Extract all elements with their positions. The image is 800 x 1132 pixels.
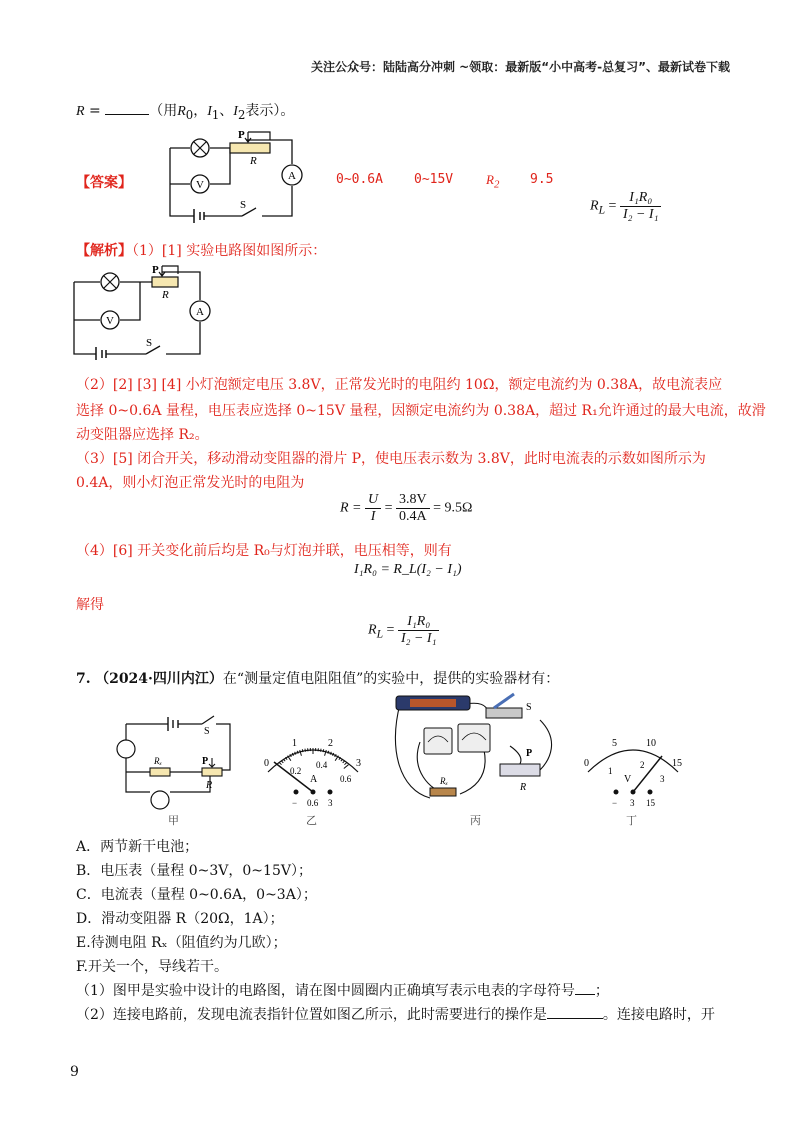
voltmeter-icon <box>101 311 119 329</box>
answer-r-sub: 2 <box>493 178 500 191</box>
rx-resistor-icon <box>150 768 170 776</box>
answer-formula <box>590 190 661 223</box>
prev-question-line <box>76 100 294 122</box>
answer-blank <box>105 114 149 115</box>
hint-r0-sub: 0 <box>185 107 194 122</box>
lamp-icon <box>101 273 119 291</box>
hint-sep: 、 <box>219 103 234 119</box>
q7-sub2-text: （2）连接电路前，发现电流表指针位置如图乙所示，此时需要进行的操作是 <box>76 1007 547 1023</box>
volt-term-neg: − <box>612 798 618 808</box>
amm-term-06: 0.6 <box>307 798 319 808</box>
amm-low-2: 0.6 <box>340 774 352 784</box>
eq5-eq: = <box>386 622 395 638</box>
dial-tick <box>344 763 346 765</box>
figure-jia-circuit <box>110 712 240 812</box>
meter-circle-2 <box>151 791 169 809</box>
switch-label: S <box>204 726 210 737</box>
answer-value-1: 0~0.6A <box>336 172 383 187</box>
analysis-label: 【解析】 <box>76 243 132 259</box>
lamp-icon <box>191 139 209 157</box>
volt-low-2: 2 <box>640 760 645 770</box>
analysis-p3-l1: （3）[5] 闭合开关，移动滑动变阻器的滑片 P，使电压表示数为 3.8V，此时电流表的示数如图所示为 <box>76 451 706 467</box>
voltmeter-icon <box>191 175 209 193</box>
amm-tick-3: 3 <box>356 758 361 769</box>
eq3-f2-num: 3.8V <box>396 492 430 509</box>
switch-lever-icon <box>494 694 514 708</box>
amm-term-3: 3 <box>328 798 333 808</box>
equals: = <box>84 103 101 119</box>
terminal-icon <box>328 790 333 795</box>
dial-arc <box>588 750 678 772</box>
dial-tick <box>343 761 345 763</box>
q7-option-a: A．两节新干电池； <box>76 839 199 855</box>
ammeter-label: A <box>288 170 296 182</box>
dial-ticks <box>278 748 349 769</box>
ammeter-icon <box>190 301 210 321</box>
slider-label: P <box>238 129 245 141</box>
eq5-den: I₂ − I₁ <box>400 631 437 646</box>
dial-tick <box>281 761 283 763</box>
solve-label: 解得 <box>76 597 104 613</box>
q7-option-e: E.待测电阻 Rₓ（阻值约为几欧）； <box>76 935 287 951</box>
figure-caption-bing: 丙 <box>470 814 481 827</box>
dial-tick <box>325 750 327 756</box>
formula-den: I₂ − I₁ <box>622 207 659 222</box>
volt-term-3: 3 <box>630 798 635 808</box>
volt-tick-10: 10 <box>646 738 656 749</box>
answer-value-4: 9.5 <box>530 172 554 187</box>
terminal-icon <box>648 790 653 795</box>
dial-tick <box>279 763 281 765</box>
rheostat-icon <box>500 764 540 776</box>
slider-label: P <box>526 748 533 759</box>
rheostat-label: R <box>250 155 257 167</box>
answer-value-2: 0~15V <box>414 172 454 187</box>
amm-tick-0: 0 <box>264 758 269 769</box>
q7-source: （2024·四川内江） <box>95 671 223 687</box>
rheostat-label: R <box>520 782 527 793</box>
rheostat-label: R <box>162 289 169 301</box>
switch-label: S <box>526 702 532 713</box>
dial-tick <box>323 749 324 752</box>
equation-solution <box>368 614 439 647</box>
meter-circle-1 <box>117 740 135 758</box>
voltmeter-label: V <box>106 315 114 327</box>
q7-sub2-blank <box>547 1018 603 1019</box>
analysis-p1-text: （1）[1] 实验电路图如图所示： <box>132 243 327 259</box>
terminal-icon <box>614 790 619 795</box>
q7-option-d: D．滑动变阻器 R（20Ω，1A）； <box>76 911 284 927</box>
figure-caption-jia: 甲 <box>168 814 179 827</box>
q7-sub2 <box>76 1004 715 1024</box>
figure-caption-ding: 丁 <box>626 814 637 827</box>
volt-tick-5: 5 <box>612 738 617 749</box>
q7-sub1-end: ； <box>594 983 609 999</box>
r-symbol: R <box>76 104 85 119</box>
answer-label: 【答案】 <box>76 175 132 191</box>
meter-a-icon <box>424 728 452 754</box>
analysis-p4: （4）[6] 开关变化前后均是 R₀与灯泡并联，电压相等，则有 <box>76 543 452 559</box>
figure-bing-apparatus <box>390 690 560 812</box>
dial-tick <box>300 750 302 756</box>
equation-resistance <box>340 492 472 525</box>
q7-option-b: B．电压表（量程 0~3V，0~15V）； <box>76 863 312 879</box>
volt-tick-0: 0 <box>584 758 589 769</box>
answer-circuit-diagram <box>160 128 310 224</box>
analysis-p2-l1: （2）[2] [3] [4] 小灯泡额定电压 3.8V，正常发光时的电阻约 10Ω，额定电流约为 0.38A，故电流表应 <box>76 377 723 393</box>
q7-stem: 在“测量定值电阻阻值”的实验中，提供的实验器材有： <box>222 671 560 687</box>
amm-low-0: 0.2 <box>290 766 302 776</box>
eq3-mid: = <box>384 500 393 516</box>
hint-r0: R <box>177 104 186 119</box>
analysis-p3-l2: 0.4A，则小灯泡正常发光时的电阻为 <box>76 475 305 491</box>
hint-comma: ， <box>193 103 208 119</box>
slider-arrow-icon <box>209 758 215 767</box>
hint-i1-sub: 1 <box>211 107 220 122</box>
battery-icon <box>168 717 178 731</box>
amm-low-1: 0.4 <box>316 760 328 770</box>
q7-sub2-end: 。连接电路时，开 <box>602 1007 715 1023</box>
analysis-p1 <box>76 240 326 260</box>
eq3-result: = 9.5Ω <box>433 500 473 516</box>
rx-resistor-icon <box>430 788 456 796</box>
formula-fraction <box>620 190 662 223</box>
analysis-p2-l3: 动变阻器应选择 R₂。 <box>76 427 209 443</box>
slider-label: P <box>152 264 159 276</box>
formula-num: I₁R₀ <box>620 190 662 207</box>
eq5-frac <box>398 614 440 647</box>
hint-i1: I <box>207 104 212 119</box>
formula-eq: = <box>608 198 617 214</box>
eq3-f2-den: 0.4A <box>399 509 427 524</box>
slider-label: P <box>202 756 209 767</box>
eq3-frac1 <box>365 492 381 525</box>
figure-caption-yi: 乙 <box>306 814 317 827</box>
formula-lhs: R <box>590 198 599 214</box>
volt-low-1: 1 <box>608 766 613 776</box>
dial-pointer <box>633 756 662 792</box>
terminal-icon <box>294 790 299 795</box>
eq3-f1-den: I <box>370 509 376 524</box>
page-number: 9 <box>70 1064 79 1080</box>
volt-tick-15: 15 <box>672 758 682 769</box>
voltmeter-label: V <box>196 179 204 191</box>
answer-r: R <box>486 172 494 187</box>
figure-yi-ammeter-dial <box>258 732 368 812</box>
battery-icon <box>96 347 106 360</box>
volt-unit: V <box>624 774 632 785</box>
amm-tick-2: 2 <box>328 738 333 749</box>
q7-sub1 <box>76 980 609 1000</box>
rheostat-icon <box>152 264 178 301</box>
eq3-lhs: R = <box>340 500 362 516</box>
q7-option-f: F.开关一个，导线若干。 <box>76 959 228 975</box>
eq5-num: I₁R₀ <box>398 614 440 631</box>
q7-number: 7. <box>76 671 91 687</box>
eq3-f1-num: U <box>365 492 381 509</box>
volt-term-15: 15 <box>646 798 655 808</box>
rx-label: Rₓ <box>440 776 449 786</box>
rx-label: Rₓ <box>154 756 163 766</box>
amm-tick-1: 1 <box>292 738 297 749</box>
dial-tick <box>302 749 303 752</box>
q7-stem-line <box>76 668 559 688</box>
amm-term-neg: − <box>292 798 298 808</box>
answer-value-3 <box>486 172 499 191</box>
eq5-lhs-sub: L <box>376 627 384 641</box>
switch-base-icon <box>486 708 522 718</box>
q7-sub1-text: （1）图甲是实验中设计的电路图，请在图中圆圈内正确填写表示电表的字母符号 <box>76 983 575 999</box>
eq3-frac2 <box>396 492 430 525</box>
volt-low-3: 3 <box>660 774 665 784</box>
ammeter-icon <box>282 165 302 185</box>
terminal-icon <box>311 790 316 795</box>
analysis-circuit-diagram <box>70 262 220 360</box>
switch-label: S <box>146 337 153 349</box>
hint-i2: I <box>233 104 238 119</box>
terminal-icon <box>631 790 636 795</box>
dial-tick <box>344 765 349 769</box>
q7-sub1-blank <box>575 994 595 995</box>
dial-tick <box>305 749 306 752</box>
rheostat-label: R <box>206 780 213 791</box>
ammeter-label: A <box>196 306 204 318</box>
page-header: 关注公众号：陆陆高分冲刺 ~领取：最新版“小中高考-总复习”、最新试卷下载 <box>311 60 730 74</box>
hint-open: （用 <box>149 103 178 119</box>
rheostat-icon <box>230 129 270 167</box>
battery-cells-icon <box>410 699 456 707</box>
hint-close: 表示）。 <box>245 103 295 119</box>
q7-option-c: C．电流表（量程 0~0.6A，0~3A）； <box>76 887 317 903</box>
analysis-p2-l2: 选择 0~0.6A 量程，电压表应选择 0~15V 量程，因额定电流约为 0.38A，超过 R₁允许通过的最大电流，故滑 <box>76 403 766 419</box>
figure-ding-voltmeter-dial <box>578 732 688 812</box>
eq5-lhs: R <box>368 622 377 638</box>
amm-unit: A <box>310 774 318 785</box>
equation-parallel: I₁R₀ = R_L(I₂ − I₁) <box>354 562 462 577</box>
hint-i2-sub: 2 <box>237 107 246 122</box>
dial-tick <box>321 749 322 752</box>
battery-icon <box>194 209 204 223</box>
switch-label: S <box>240 199 247 211</box>
formula-lhs-sub: L <box>598 203 606 217</box>
meter-b-icon <box>458 724 490 752</box>
rheostat-icon <box>202 768 222 776</box>
